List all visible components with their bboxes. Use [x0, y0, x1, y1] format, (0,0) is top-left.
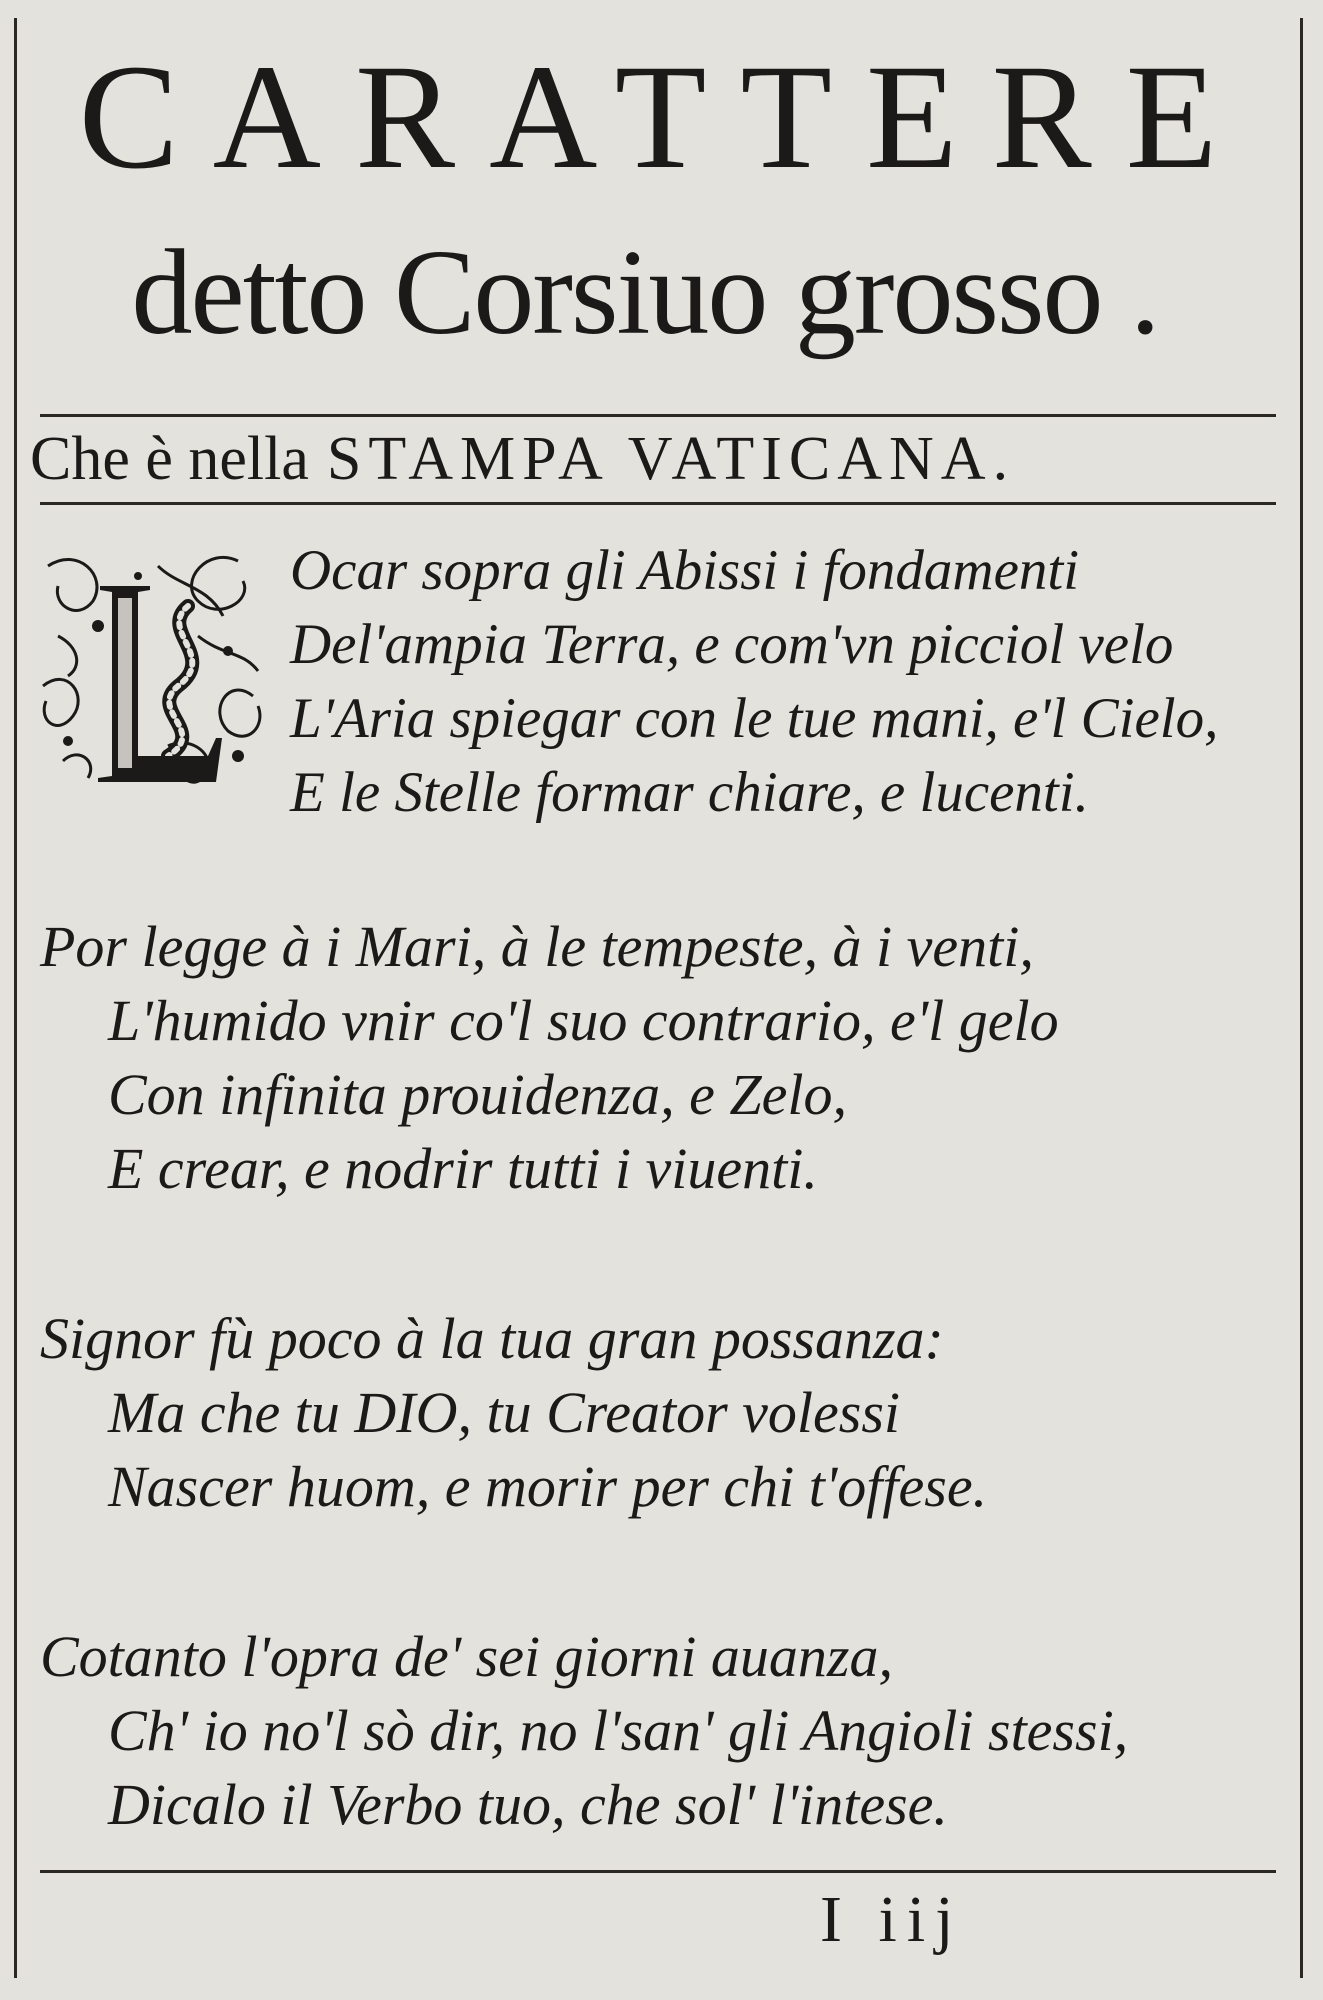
verse-line: Por legge à i Mari, à le tempeste, à i venti, [40, 914, 1034, 979]
verse-line: L'humido vnir co'l suo contrario, e'l gelo [108, 988, 1059, 1053]
divider-rule-middle [40, 502, 1276, 505]
verse-line: Ma che tu DIO, tu Creator volessi [108, 1380, 901, 1445]
verse-line: Signor fù poco à la tua gran possanza: [40, 1306, 944, 1371]
page-title: CARATTERE [78, 34, 1252, 200]
verse-line: E le Stelle formar chiare, e lucenti. [290, 761, 1089, 824]
page-signature: I iij [820, 1883, 964, 1956]
verse-line: Ocar sopra gli Abissi i fondamenti [290, 539, 1080, 602]
stanza-3 [40, 1302, 987, 1524]
subheading-prefix: Che è nella [30, 425, 309, 493]
verse-line: Del'ampia Terra, e com'vn picciol velo [290, 613, 1174, 676]
verse-line: Ch' io no'l sò dir, no l'san' gli Angioli stessi, [108, 1698, 1129, 1763]
subheading [30, 420, 1292, 498]
verse-line: L'Aria spiegar con le tue mani, e'l Cielo, [290, 687, 1219, 750]
verse-line: Nascer huom, e morir per chi t'offese. [108, 1454, 988, 1519]
subheading-caps: STAMPA VATICANA. [326, 425, 1016, 493]
divider-rule-bottom [40, 1870, 1276, 1873]
decorated-initial-l-icon [38, 546, 268, 798]
verse-line: Con infinita prouidenza, e Zelo, [108, 1062, 847, 1127]
verse-line: Cotanto l'opra de' sei giorni auanza, [40, 1624, 893, 1689]
verse-line: E crear, e nodrir tutti i viuenti. [108, 1136, 818, 1201]
stanza-1 [290, 534, 1218, 830]
frame-rule-left [14, 18, 17, 1978]
divider-rule-top [40, 414, 1276, 417]
page-subtitle: detto Corsiuo grosso . [131, 225, 1159, 360]
stanza-2 [40, 910, 1059, 1206]
frame-rule-right [1300, 18, 1303, 1978]
stanza-4 [40, 1620, 1128, 1842]
verse-line: Dicalo il Verbo tuo, che sol' l'intese. [108, 1772, 948, 1837]
